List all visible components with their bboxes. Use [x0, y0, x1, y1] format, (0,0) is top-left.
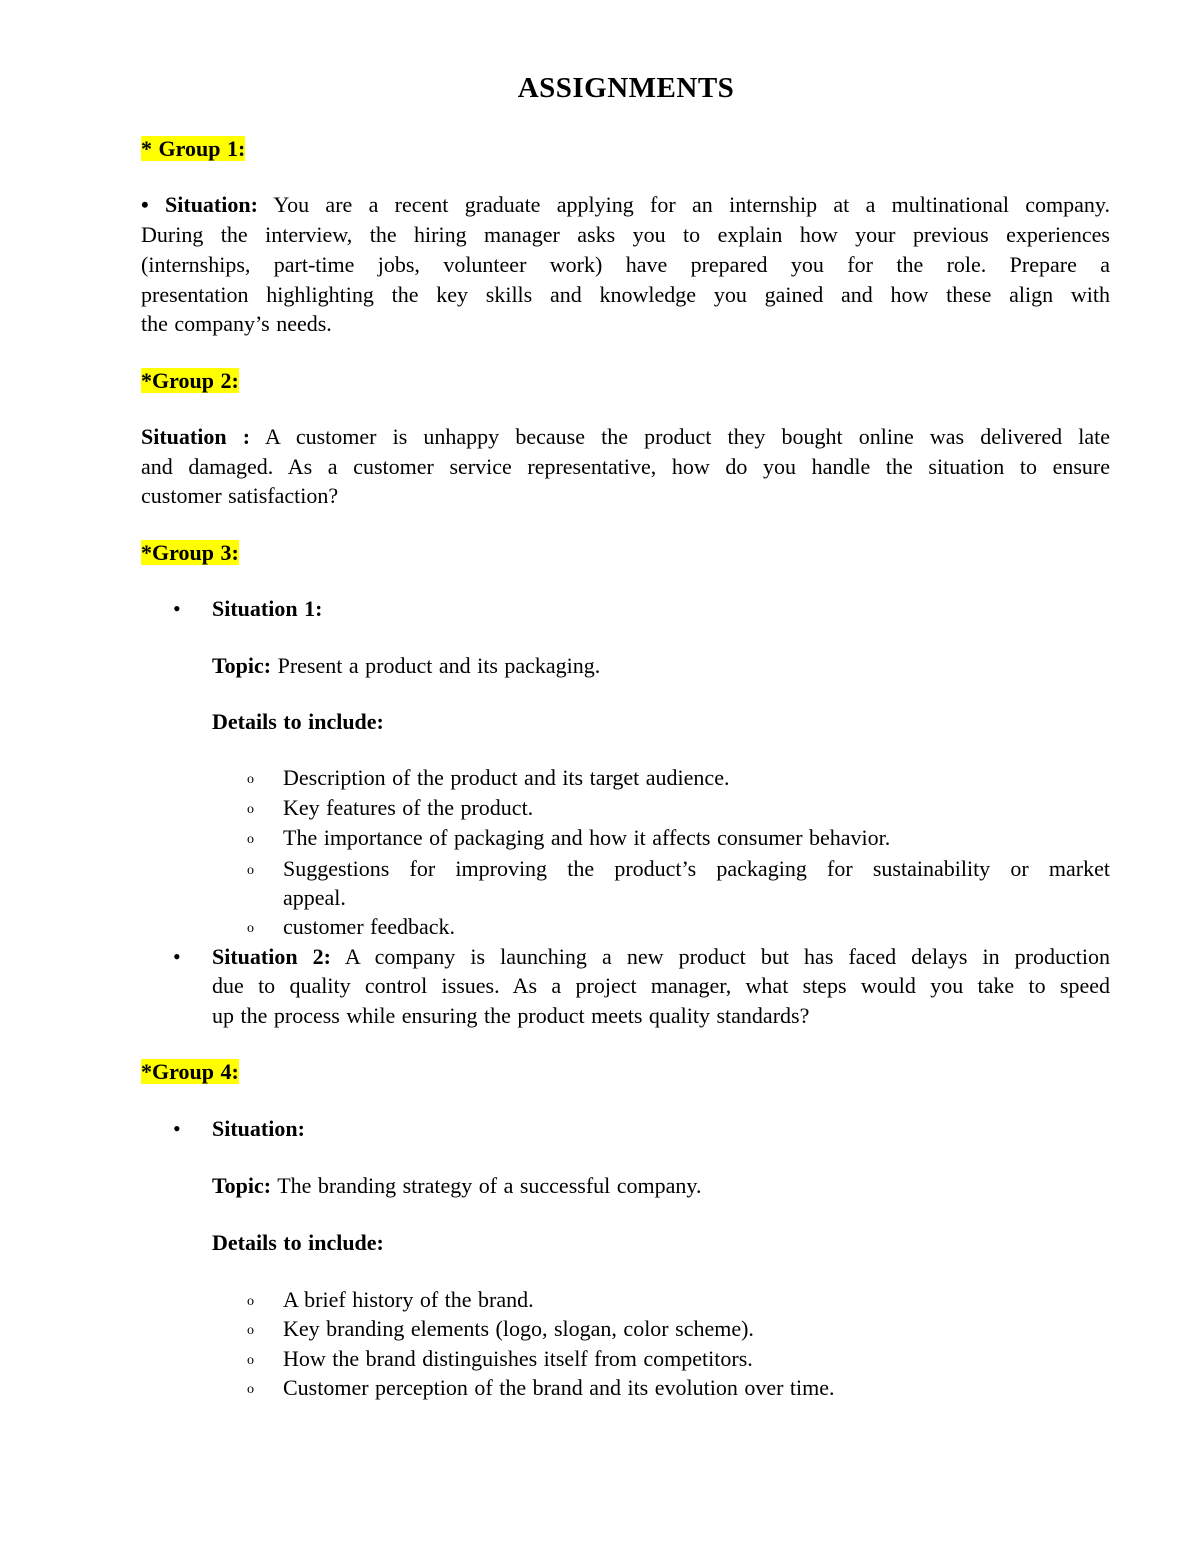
group1-line-5: the company’s needs. [141, 311, 332, 336]
group4-details-label: Details to include: [212, 1230, 384, 1255]
group4-s-label: Situation: [212, 1116, 305, 1141]
group3-s1-topic-label: Topic: [212, 653, 272, 678]
group1-line-2: During the interview, the hiring manager asks you to explain how your previous experiences [141, 222, 1110, 247]
group3-s1-label: Situation 1: [212, 596, 323, 621]
group3-s1-topic [212, 651, 600, 681]
group1-bullet: • [141, 192, 149, 217]
group4-detail-marker-1: o [247, 1294, 254, 1309]
group4-topic [212, 1171, 701, 1201]
group3-detail-4-cont: appeal. [283, 885, 346, 910]
group3-s2-bullet: • [173, 944, 181, 969]
group3-s2-line-1 [212, 942, 1110, 972]
group4-detail-marker-4: o [247, 1382, 254, 1397]
group4-detail-2: Key branding elements (logo, slogan, color scheme). [283, 1316, 754, 1341]
group4-s-bullet: • [173, 1116, 181, 1141]
group1-text-1: You are a recent graduate applying for an internship at a multinational company. [257, 192, 1110, 217]
group3-s1-details-label: Details to include: [212, 709, 384, 734]
group3-detail-marker-4: o [247, 863, 254, 878]
group4-detail-marker-3: o [247, 1353, 254, 1368]
page-title: ASSIGNMENTS [517, 72, 735, 104]
group3-detail-marker-1: o [247, 772, 254, 787]
group2-situation-label: Situation : [141, 424, 251, 449]
group2-heading [141, 366, 239, 396]
group2-line-3: customer satisfaction? [141, 483, 339, 508]
group4-detail-marker-2: o [247, 1323, 254, 1338]
group3-s2-label: Situation 2: [212, 944, 331, 969]
group3-s1-topic-text: Present a product and its packaging. [271, 653, 601, 678]
group4-heading-text: *Group 4: [141, 1059, 239, 1084]
group4-topic-text: The branding strategy of a successful company. [271, 1173, 702, 1198]
group4-detail-4: Customer perception of the brand and its evolution over time. [283, 1375, 835, 1400]
group2-heading-text: *Group 2: [141, 368, 239, 393]
group3-heading [141, 538, 239, 568]
group1-line-4: presentation highlighting the key skills and knowledge you gained and how these align with [141, 282, 1110, 307]
group3-detail-3: The importance of packaging and how it affects consumer behavior. [283, 825, 891, 850]
group3-detail-1: Description of the product and its target audience. [283, 765, 730, 790]
group2-text-1: A customer is unhappy because the product they bought online was delivered late [250, 424, 1110, 449]
group3-s2-text-1: A company is launching a new product but has faced delays in production [331, 944, 1110, 969]
group3-detail-2: Key features of the product. [283, 795, 534, 820]
group3-s2-line-3: up the process while ensuring the product meets quality standards? [212, 1003, 810, 1028]
group2-line-1 [141, 422, 1110, 452]
group3-detail-marker-2: o [247, 802, 254, 817]
group3-detail-marker-3: o [247, 832, 254, 847]
group1-heading [141, 134, 245, 164]
group4-topic-label: Topic: [212, 1173, 272, 1198]
group4-detail-1: A brief history of the brand. [283, 1287, 534, 1312]
group1-situation-label: Situation: [165, 192, 258, 217]
group3-s2-line-2: due to quality control issues. As a project manager, what steps would you take to speed [212, 973, 1110, 998]
group1-heading-text: * Group 1: [141, 136, 246, 161]
group1-line-1 [141, 190, 1110, 220]
group3-heading-text: *Group 3: [141, 540, 239, 565]
group4-detail-3: How the brand distinguishes itself from competitors. [283, 1346, 753, 1371]
group3-detail-5: customer feedback. [283, 914, 456, 939]
group3-detail-4: Suggestions for improving the product’s packaging for sustainability or market [283, 856, 1110, 881]
group1-line-3: (internships, part-time jobs, volunteer work) have prepared you for the role. Prepare a [141, 252, 1110, 277]
group2-line-2: and damaged. As a customer service representative, how do you handle the situation to ensure [141, 454, 1110, 479]
group3-s1-bullet: • [173, 596, 181, 621]
group3-detail-marker-5: o [247, 921, 254, 936]
group4-heading [141, 1057, 239, 1087]
